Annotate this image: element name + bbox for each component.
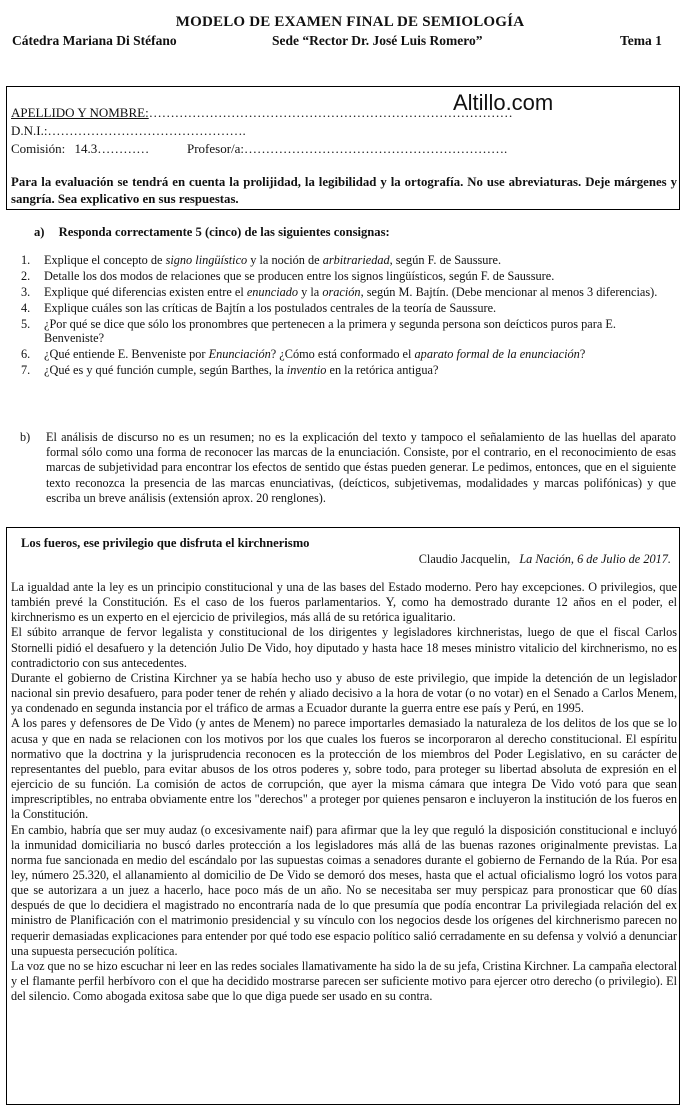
section-a-heading bbox=[34, 225, 390, 240]
question-item: 4. Explique cuáles son las críticas de Bajtín a los postulados centrales de la teoría de Saussure. bbox=[21, 300, 497, 315]
section-b-label: b) bbox=[20, 430, 31, 444]
article-paragraph: El súbito arranque de fervor legalista y constitucional de los dirigentes y legisladores kirchneristas, luego de que el fiscal Carlos Stornelli pidió el desafuero y la detención Julio De Vido, hoy diputado y hasta hace 18 meses ministro vitalicio del kirchnerismo, no es contradictorio con sus antecedentes. bbox=[11, 625, 677, 670]
comision-label: Comisión: bbox=[11, 141, 66, 156]
name-field[interactable] bbox=[11, 105, 513, 121]
profesor-dots: ……………………………………………………. bbox=[244, 141, 508, 156]
section-a-title: Responda correctamente 5 (cinco) de las siguientes consignas: bbox=[58, 225, 390, 239]
question-item: 5. ¿Por qué se dice que sólo los pronombres que pertenecen a la primera y segunda persona son deícticos puros para E. Benveniste? bbox=[21, 316, 616, 345]
dni-field[interactable] bbox=[11, 123, 246, 139]
instructions: Para la evaluación se tendrá en cuenta la prolijidad, la legibilidad y la ortografía. No use abreviaturas. Deje márgenes y sangría. Sea explicativo en sus respuestas. bbox=[11, 175, 677, 206]
profesor-label: Profesor/a: bbox=[187, 141, 245, 156]
catedra-label: Cátedra Mariana Di Stéfano bbox=[12, 33, 177, 48]
dni-label: D.N.I.: bbox=[11, 123, 48, 138]
comision-field[interactable] bbox=[11, 141, 149, 157]
dni-dots: ………………………………………. bbox=[47, 123, 246, 138]
question-item: 6. ¿Qué entiende E. Benveniste por Enunciación? ¿Cómo está conformado el aparato formal de la enunciación? bbox=[21, 346, 586, 361]
page-title: MODELO DE EXAMEN FINAL DE SEMIOLOGÍA bbox=[175, 14, 525, 30]
article-paragraph: Durante el gobierno de Cristina Kirchner ya se había hecho uso y abuso de este privilegio, que impide la detención de un legislador nacional sin previo desafuero, para poder tener de rehén y aliado decisivo a la hora de votar (o no votar) en el Senado a Carlos Menem, ya condenado en segunda instancia por el tráfico de armas a Ecuador durante la guerra entre ese país y Perú, en 1995. bbox=[11, 670, 677, 716]
article-byline bbox=[419, 552, 671, 567]
profesor-field[interactable] bbox=[187, 141, 507, 157]
watermark: Altillo.com bbox=[453, 90, 554, 115]
question-list bbox=[0, 254, 676, 380]
section-a-label: a) bbox=[34, 225, 45, 239]
article-box bbox=[6, 527, 680, 1105]
sede-label: Sede “Rector Dr. José Luis Romero” bbox=[272, 33, 483, 48]
article-title: Los fueros, ese privilegio que disfruta el kirchnerismo bbox=[21, 536, 310, 550]
article-source: La Nación, 6 de Julio de 2017. bbox=[519, 552, 671, 566]
question-item: 2. Detalle los dos modos de relaciones que se producen entre los signos lingüísticos, según F. de Saussure. bbox=[21, 268, 555, 283]
article-paragraph: A los pares y defensores de De Vido (y antes de Menem) no parece importarles demasiado la naturaleza de los delitos de los que se lo acusa y que en nada se relacionen con los motivos por los que cuales los fueros se incorporaron al derecho constitucional. El espíritu normativo que la doctrina y la jurisprudencia reconocen es la protección de los miembros del Poder Legislativo, en su carácter de representantes del pueblo, para evitar abusos de los otros poderes y, sobre todo, para proteger su libertad absoluta de expresión en el ejercicio de su función. La comisión de actos de corrupción, que ayer la misma cámara que integra De Vido votó para que sean imprescriptibles, no entraba obviamente entre los "derechos" a proteger por quienes pensaron e incluyeron la institución de los fueros en la Constitución. bbox=[11, 716, 677, 822]
section-b-text: El análisis de discurso no es un resumen; no es la explicación del texto y tampoco el señalamiento de las huellas del aparato formal sólo como una forma de reconocer las marcas de la enunciación. Consiste, por el contrario, en el reconocimiento de esas marcas de subjetividad para encontrar los efectos de sentido que éstas pueden generar. Le pedimos, entonces, que en el siguiente texto reconozca la presencia de las marcas enunciativas, (deícticos, subjetivemas, modalidades y marcas polifónicas) y que escriba un breve análisis (extensión aprox. 20 renglones). bbox=[46, 430, 676, 505]
tema-label: Tema 1 bbox=[620, 33, 662, 48]
comision-value: 14.3………… bbox=[74, 141, 150, 156]
question-item: 1. Explique el concepto de signo lingüístico y la noción de arbitrariedad, según F. de Saussure. bbox=[21, 253, 502, 267]
name-dots: ………………………………………………………………………… bbox=[148, 105, 513, 120]
question-item: 3. Explique qué diferencias existen entre el enunciado y la oración, según M. Bajtín. (Debe mencionar al menos 3 diferencias). bbox=[21, 284, 658, 299]
question-item: 7. ¿Qué es y qué función cumple, según Barthes, la inventio en la retórica antigua? bbox=[21, 362, 439, 377]
article-paragraph: En cambio, habría que ser muy audaz (o excesivamente naif) para afirmar que la ley que reguló la disposición constitucional e incluyó la inmunidad domiciliaria no buscó darles protección a los legisladores más allá de las buenas razones originalmente previstas. La norma fue sancionada en medio del escándalo por las supuestas coimas a senadores durante el gobierno de Fernando de la Rúa. Por esa ley, número 25.320, el allanamiento al domicilio de De Vido se demoró dos meses, hasta que el actual oficialismo logró los votos para que se autorizara a un juez a hacerlo, hace poco más de un año. No se necesitaba ser muy perspicaz para pronosticar que 60 días después de que lo decidiera el magistrado no encontraría nada de lo que presumía que podía encontrar La privilegiada relación del ex ministro de Planificación con el matrimonio presidencial y su vínculo con los negocios desde los orígenes del kirchnerismo parecen no requerir demasiadas explicaciones para entender por qué todo ese espacio político salió cerradamente en su defensa y volvió a denunciar una supuesta persecución política. bbox=[11, 822, 677, 958]
name-label: APELLIDO Y NOMBRE: bbox=[11, 105, 149, 120]
student-info-box bbox=[6, 86, 680, 210]
article-paragraph: La igualdad ante la ley es un principio constitucional y una de las bases del Estado moderno. Pero hay excepciones. O privilegios, que también prevé la Constitución. Es el caso de los fueros parlamentarios. Y, como ha demostrado durante 12 años en el poder, el kirchnerismo es un experto en el ejercicio de privilegios, más allá de su retórica igualitario. bbox=[11, 580, 677, 625]
article-author: Claudio Jacquelin, bbox=[418, 552, 511, 566]
article-paragraph: La voz que no se hizo escuchar ni leer en las redes sociales llamativamente ha sido la de su jefa, Cristina Kirchner. La campaña electoral y el flamante perfil herbívoro con el que ha decidido mostrarse parecen ser suficiente motivo para ejercer otro derecho (o privilegio). El del silencio. Como abogada exitosa sabe que lo que diga puede ser usado en su contra. bbox=[11, 958, 677, 1004]
article-body bbox=[11, 580, 677, 1004]
